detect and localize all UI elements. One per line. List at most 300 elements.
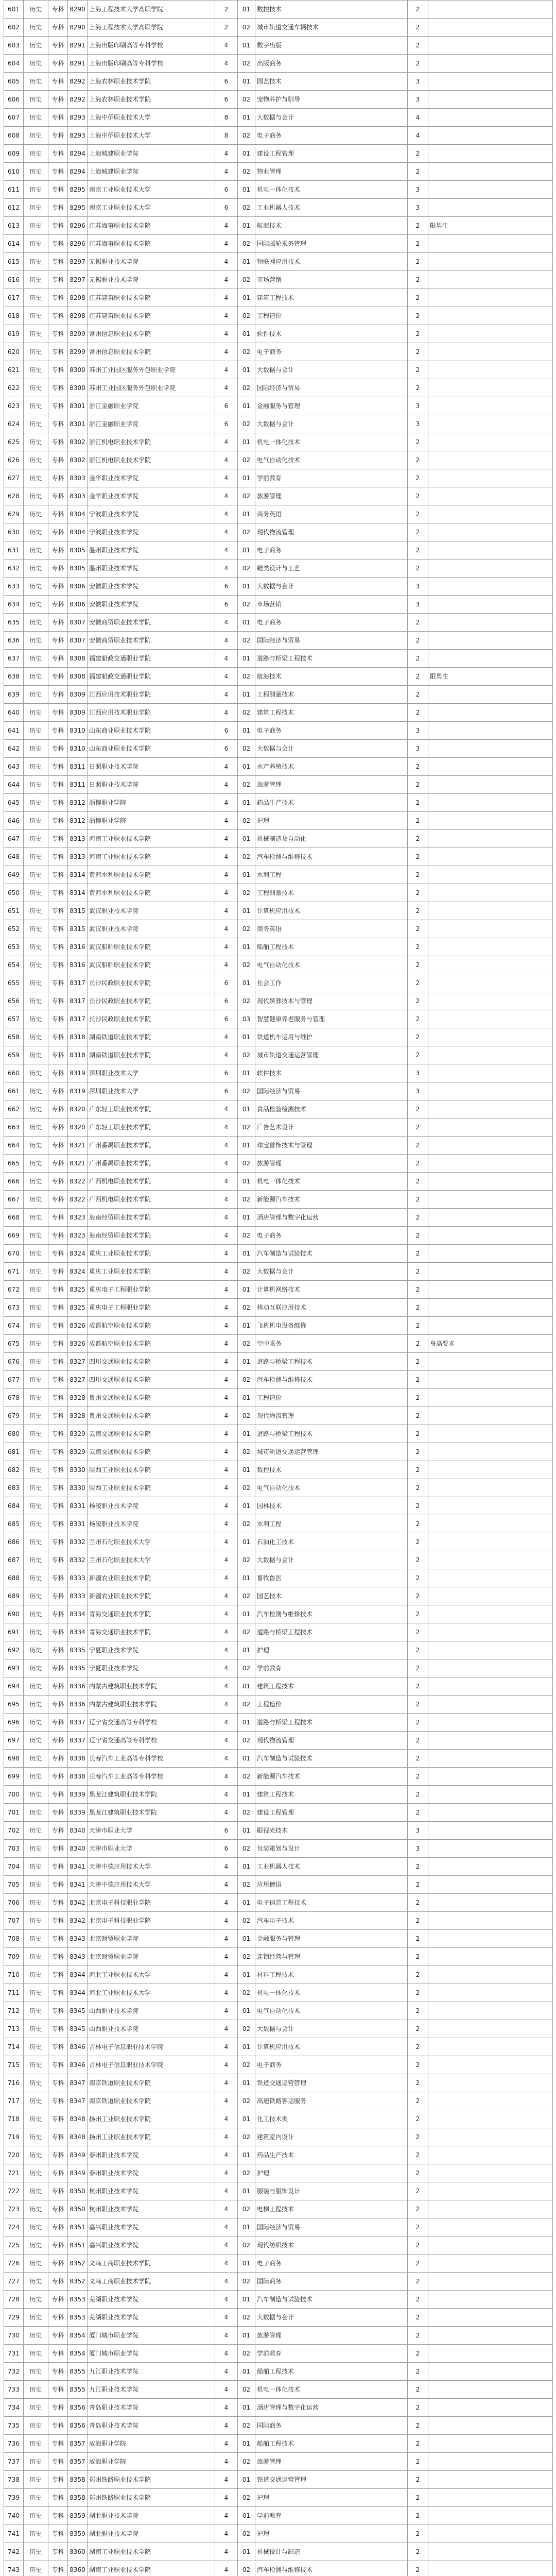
cell-school-code: 8294: [68, 163, 88, 181]
cell-major-plan: 2: [408, 686, 428, 704]
cell-major-name: 空中乘务: [255, 1335, 408, 1353]
cell-school-code: 8292: [68, 91, 88, 109]
cell-school-name: 北京电子科技职业学院: [88, 1912, 215, 1930]
cell-major-code: 02: [238, 1227, 255, 1245]
cell-major-code: 02: [238, 487, 255, 505]
cell-major-plan: 2: [408, 1876, 428, 1894]
cell-school-name: 广西机电职业技术学院: [88, 1191, 215, 1209]
cell-major-name: 汽车检测与维修技术: [255, 848, 408, 866]
cell-school-name: 日照职业技术学院: [88, 758, 215, 776]
cell-school-name: 上海中侨职业技术大学: [88, 109, 215, 127]
cell-school-name: 南京工业职业技术大学: [88, 181, 215, 199]
cell-remark: [428, 1714, 553, 1732]
cell-school-plan: 4: [215, 2453, 238, 2471]
cell-school-name: 宁夏职业技术学院: [88, 1659, 215, 1677]
cell-level: 专科: [48, 1696, 68, 1714]
cell-remark: [428, 848, 553, 866]
cell-school-name: 江西应用技术职业学院: [88, 686, 215, 704]
cell-major-name: 商务英语: [255, 505, 408, 523]
table-row: [4, 1191, 553, 1209]
cell-school-code: 8323: [68, 1209, 88, 1227]
cell-level: 专科: [48, 1515, 68, 1533]
cell-school-plan: 4: [215, 1659, 238, 1677]
cell-subject-type: 历史: [24, 1010, 48, 1028]
cell-school-code: 8317: [68, 992, 88, 1010]
cell-index: 666: [4, 1173, 24, 1191]
cell-school-code: 8360: [68, 2561, 88, 2576]
cell-subject-type: 历史: [24, 2002, 48, 2020]
cell-remark: [428, 1569, 553, 1587]
cell-index: 727: [4, 2273, 24, 2291]
cell-level: 专科: [48, 2110, 68, 2128]
table-row: [4, 1822, 553, 1840]
cell-school-code: 8319: [68, 1082, 88, 1100]
cell-school-plan: 4: [215, 2435, 238, 2453]
cell-major-plan: 3: [408, 1082, 428, 1100]
cell-remark: [428, 1696, 553, 1714]
cell-major-plan: 2: [408, 379, 428, 397]
cell-major-code: 01: [238, 2507, 255, 2525]
cell-index: 701: [4, 1804, 24, 1822]
cell-major-code: 01: [238, 289, 255, 307]
cell-remark: [428, 1858, 553, 1876]
cell-index: 648: [4, 848, 24, 866]
cell-school-code: 8322: [68, 1191, 88, 1209]
cell-index: 702: [4, 1822, 24, 1840]
cell-index: 714: [4, 2038, 24, 2056]
cell-school-name: 上海出版印刷高等专科学校: [88, 55, 215, 73]
cell-school-code: 8347: [68, 2074, 88, 2092]
cell-index: 734: [4, 2399, 24, 2417]
cell-major-plan: 2: [408, 812, 428, 830]
cell-major-plan: 2: [408, 1461, 428, 1479]
cell-major-plan: 2: [408, 2038, 428, 2056]
cell-major-name: 数字出版: [255, 37, 408, 55]
cell-major-code: 02: [238, 415, 255, 433]
table-row: [4, 956, 553, 974]
cell-level: 专科: [48, 1732, 68, 1750]
cell-subject-type: 历史: [24, 361, 48, 379]
cell-major-plan: 2: [408, 2471, 428, 2489]
cell-subject-type: 历史: [24, 1930, 48, 1948]
cell-school-code: 8328: [68, 1389, 88, 1407]
table-row: [4, 1155, 553, 1173]
cell-subject-type: 历史: [24, 614, 48, 632]
cell-major-plan: 2: [408, 1605, 428, 1623]
cell-subject-type: 历史: [24, 1768, 48, 1786]
cell-major-plan: 2: [408, 1353, 428, 1371]
cell-remark: [428, 1840, 553, 1858]
cell-school-name: 四川交通职业技术学院: [88, 1353, 215, 1371]
cell-level: 专科: [48, 1064, 68, 1082]
cell-school-name: 兰州石化职业技术大学: [88, 1533, 215, 1551]
cell-index: 674: [4, 1317, 24, 1335]
cell-index: 614: [4, 235, 24, 253]
cell-index: 644: [4, 776, 24, 794]
cell-school-name: 北京财贸职业学院: [88, 1948, 215, 1966]
cell-major-plan: 2: [408, 1118, 428, 1137]
cell-school-name: 湖南工业职业技术学院: [88, 2543, 215, 2561]
table-row: [4, 1551, 553, 1569]
cell-level: 专科: [48, 1840, 68, 1858]
cell-school-name: 黑龙江建筑职业技术学院: [88, 1804, 215, 1822]
cell-subject-type: 历史: [24, 487, 48, 505]
cell-remark: [428, 469, 553, 487]
cell-major-plan: 2: [408, 1677, 428, 1696]
cell-major-name: 包装策划与设计: [255, 1840, 408, 1858]
cell-level: 专科: [48, 289, 68, 307]
table-row: [4, 235, 553, 253]
cell-school-name: 杭州职业技术学院: [88, 2182, 215, 2200]
cell-remark: [428, 1371, 553, 1389]
cell-remark: [428, 145, 553, 163]
cell-school-code: 8360: [68, 2543, 88, 2561]
cell-major-code: 02: [238, 55, 255, 73]
cell-subject-type: 历史: [24, 2110, 48, 2128]
cell-major-plan: 2: [408, 1641, 428, 1659]
cell-major-plan: 2: [408, 235, 428, 253]
cell-index: 652: [4, 920, 24, 938]
cell-major-name: 工程测量技术: [255, 686, 408, 704]
cell-school-name: 海南经贸职业技术学院: [88, 1209, 215, 1227]
cell-remark: [428, 2435, 553, 2453]
cell-index: 604: [4, 55, 24, 73]
cell-major-name: 国际商务: [255, 2273, 408, 2291]
cell-school-code: 8290: [68, 1, 88, 19]
cell-major-name: 电气自动化技术: [255, 451, 408, 469]
cell-major-plan: 2: [408, 343, 428, 361]
cell-major-name: 酒店管理与数字化运营: [255, 1209, 408, 1227]
table-row: [4, 451, 553, 469]
cell-school-name: 河北工业职业技术大学: [88, 1966, 215, 1984]
cell-major-name: 城市轨道交通车辆技术: [255, 19, 408, 37]
cell-major-plan: 2: [408, 830, 428, 848]
cell-school-name: 河南工业职业技术学院: [88, 848, 215, 866]
cell-school-plan: 4: [215, 1732, 238, 1750]
cell-major-name: 电子商务: [255, 343, 408, 361]
cell-school-code: 8357: [68, 2435, 88, 2453]
cell-school-code: 8295: [68, 181, 88, 199]
cell-school-name: 湖南铁道职业技术学院: [88, 1046, 215, 1064]
cell-school-code: 8330: [68, 1461, 88, 1479]
cell-major-plan: 2: [408, 2399, 428, 2417]
cell-level: 专科: [48, 794, 68, 812]
cell-major-name: 社会工作: [255, 974, 408, 992]
cell-school-name: 黄河水利职业技术学院: [88, 884, 215, 902]
cell-index: 680: [4, 1425, 24, 1443]
cell-major-code: 02: [238, 1046, 255, 1064]
cell-index: 711: [4, 1984, 24, 2002]
cell-remark: [428, 361, 553, 379]
cell-level: 专科: [48, 1443, 68, 1461]
cell-school-plan: 4: [215, 1317, 238, 1335]
cell-remark: [428, 2291, 553, 2309]
cell-major-plan: 3: [408, 596, 428, 614]
cell-school-plan: 4: [215, 1930, 238, 1948]
cell-remark: [428, 505, 553, 523]
cell-major-name: 广告艺术设计: [255, 1118, 408, 1137]
cell-school-plan: 6: [215, 578, 238, 596]
table-row: [4, 2309, 553, 2327]
table-row: [4, 2507, 553, 2525]
table-row: [4, 2092, 553, 2110]
cell-major-plan: 2: [408, 2417, 428, 2435]
cell-major-plan: 2: [408, 1028, 428, 1046]
cell-major-plan: 3: [408, 722, 428, 740]
cell-subject-type: 历史: [24, 1335, 48, 1353]
cell-level: 专科: [48, 2002, 68, 2020]
cell-subject-type: 历史: [24, 884, 48, 902]
table-row: [4, 596, 553, 614]
cell-major-name: 连锁经营与管理: [255, 1948, 408, 1966]
cell-level: 专科: [48, 2273, 68, 2291]
cell-school-code: 8308: [68, 650, 88, 668]
cell-level: 专科: [48, 614, 68, 632]
cell-level: 专科: [48, 560, 68, 578]
cell-level: 专科: [48, 776, 68, 794]
cell-school-plan: 4: [215, 1750, 238, 1768]
cell-index: 708: [4, 1930, 24, 1948]
cell-major-plan: 2: [408, 956, 428, 974]
cell-index: 683: [4, 1479, 24, 1497]
cell-major-name: 工业机器人技术: [255, 1858, 408, 1876]
cell-school-name: 天津中德应用技术大学: [88, 1858, 215, 1876]
cell-major-code: 01: [238, 1209, 255, 1227]
cell-school-code: 8299: [68, 343, 88, 361]
cell-school-plan: 4: [215, 2038, 238, 2056]
cell-remark: 身高要求: [428, 1335, 553, 1353]
cell-remark: [428, 2273, 553, 2291]
table-row: [4, 2038, 553, 2056]
cell-index: 735: [4, 2417, 24, 2435]
cell-school-plan: 4: [215, 2074, 238, 2092]
cell-school-code: 8340: [68, 1840, 88, 1858]
cell-school-plan: 6: [215, 1840, 238, 1858]
cell-major-name: 出版商务: [255, 55, 408, 73]
cell-index: 629: [4, 505, 24, 523]
cell-major-plan: 4: [408, 127, 428, 145]
table-row: [4, 271, 553, 289]
cell-school-name: 郑州铁路职业技术学院: [88, 2471, 215, 2489]
cell-remark: [428, 1173, 553, 1191]
cell-school-name: 湖北职业技术学院: [88, 2525, 215, 2543]
cell-major-plan: 2: [408, 2543, 428, 2561]
cell-index: 633: [4, 578, 24, 596]
cell-remark: [428, 1804, 553, 1822]
cell-major-code: 01: [238, 1028, 255, 1046]
cell-remark: [428, 1317, 553, 1335]
cell-remark: [428, 1479, 553, 1497]
cell-index: 668: [4, 1209, 24, 1227]
cell-major-plan: 2: [408, 1732, 428, 1750]
cell-subject-type: 历史: [24, 1840, 48, 1858]
cell-index: 720: [4, 2146, 24, 2164]
cell-major-plan: 2: [408, 650, 428, 668]
table-row: [4, 1912, 553, 1930]
cell-level: 专科: [48, 2453, 68, 2471]
cell-school-code: 8346: [68, 2056, 88, 2074]
cell-level: 专科: [48, 812, 68, 830]
cell-major-code: 01: [238, 1389, 255, 1407]
cell-subject-type: 历史: [24, 397, 48, 415]
cell-major-name: 软件技术: [255, 1064, 408, 1082]
cell-school-name: 金华职业技术学院: [88, 469, 215, 487]
cell-remark: [428, 632, 553, 650]
table-row: [4, 1876, 553, 1894]
table-row: [4, 1010, 553, 1028]
cell-major-code: 01: [238, 1461, 255, 1479]
cell-school-code: 8355: [68, 2363, 88, 2381]
cell-school-plan: 4: [215, 2381, 238, 2399]
cell-major-code: 01: [238, 1750, 255, 1768]
cell-major-name: 电子商务: [255, 2056, 408, 2074]
cell-school-plan: 4: [215, 1894, 238, 1912]
cell-level: 专科: [48, 1822, 68, 1840]
cell-major-code: 02: [238, 1768, 255, 1786]
cell-level: 专科: [48, 253, 68, 271]
table-row: [4, 487, 553, 505]
cell-school-plan: 4: [215, 2182, 238, 2200]
cell-level: 专科: [48, 1786, 68, 1804]
cell-school-plan: 4: [215, 433, 238, 451]
cell-level: 专科: [48, 1804, 68, 1822]
cell-school-plan: 4: [215, 1551, 238, 1569]
cell-subject-type: 历史: [24, 992, 48, 1010]
cell-index: 618: [4, 307, 24, 325]
cell-school-code: 8333: [68, 1569, 88, 1587]
cell-index: 725: [4, 2236, 24, 2255]
cell-level: 专科: [48, 1497, 68, 1515]
cell-school-plan: 4: [215, 686, 238, 704]
cell-major-name: 现代物流管理: [255, 1732, 408, 1750]
cell-major-name: 汽车电子技术: [255, 1912, 408, 1930]
cell-major-code: 02: [238, 1696, 255, 1714]
cell-remark: [428, 2200, 553, 2218]
cell-subject-type: 历史: [24, 560, 48, 578]
table-row: [4, 307, 553, 325]
table-row: [4, 1768, 553, 1786]
cell-major-name: 汽车制造与试验技术: [255, 2291, 408, 2309]
table-row: [4, 1714, 553, 1732]
cell-remark: [428, 1245, 553, 1263]
cell-remark: [428, 1948, 553, 1966]
cell-index: 686: [4, 1533, 24, 1551]
cell-subject-type: 历史: [24, 2417, 48, 2435]
table-row: [4, 181, 553, 199]
cell-school-code: 8337: [68, 1714, 88, 1732]
cell-major-code: 01: [238, 2543, 255, 2561]
cell-remark: [428, 1227, 553, 1245]
cell-school-code: 8324: [68, 1263, 88, 1281]
cell-major-code: 02: [238, 1551, 255, 1569]
cell-index: 685: [4, 1515, 24, 1533]
cell-major-name: 机电一体化技术: [255, 1173, 408, 1191]
cell-school-plan: 4: [215, 2309, 238, 2327]
cell-index: 710: [4, 1966, 24, 1984]
cell-remark: [428, 596, 553, 614]
cell-major-plan: 3: [408, 1064, 428, 1082]
cell-school-plan: 6: [215, 397, 238, 415]
cell-subject-type: 历史: [24, 668, 48, 686]
cell-school-name: 芜湖职业技术学院: [88, 2291, 215, 2309]
cell-major-code: 02: [238, 2273, 255, 2291]
cell-school-plan: 4: [215, 2327, 238, 2345]
cell-school-code: 8336: [68, 1696, 88, 1714]
cell-school-code: 8301: [68, 397, 88, 415]
cell-school-plan: 6: [215, 1082, 238, 1100]
cell-school-code: 8299: [68, 325, 88, 343]
cell-major-plan: 2: [408, 2164, 428, 2182]
cell-major-code: 01: [238, 1353, 255, 1371]
cell-index: 627: [4, 469, 24, 487]
cell-remark: [428, 1497, 553, 1515]
cell-level: 专科: [48, 974, 68, 992]
cell-major-plan: 3: [408, 199, 428, 217]
cell-major-plan: 2: [408, 1191, 428, 1209]
cell-school-plan: 4: [215, 2561, 238, 2576]
cell-major-name: 建筑工程技术: [255, 1677, 408, 1696]
cell-school-name: 重庆工业职业技术学院: [88, 1245, 215, 1263]
cell-major-code: 02: [238, 1659, 255, 1677]
cell-remark: [428, 181, 553, 199]
cell-school-code: 8325: [68, 1281, 88, 1299]
cell-school-name: 长春汽车工业高等专科学校: [88, 1750, 215, 1768]
cell-subject-type: 历史: [24, 1822, 48, 1840]
cell-level: 专科: [48, 1569, 68, 1587]
cell-subject-type: 历史: [24, 902, 48, 920]
cell-school-plan: 6: [215, 199, 238, 217]
cell-subject-type: 历史: [24, 1064, 48, 1082]
cell-major-name: 建筑室内设计: [255, 2128, 408, 2146]
cell-major-code: 01: [238, 2074, 255, 2092]
cell-major-code: 02: [238, 1479, 255, 1497]
cell-school-code: 8359: [68, 2507, 88, 2525]
cell-level: 专科: [48, 2399, 68, 2417]
cell-major-code: 02: [238, 740, 255, 758]
cell-index: 716: [4, 2074, 24, 2092]
cell-major-plan: 2: [408, 1966, 428, 1984]
table-row: [4, 1966, 553, 1984]
cell-major-code: 02: [238, 2020, 255, 2038]
cell-level: 专科: [48, 2038, 68, 2056]
cell-subject-type: 历史: [24, 2038, 48, 2056]
cell-major-code: 01: [238, 541, 255, 560]
cell-remark: [428, 2128, 553, 2146]
cell-level: 专科: [48, 578, 68, 596]
cell-remark: [428, 487, 553, 505]
table-row: [4, 1317, 553, 1335]
cell-index: 675: [4, 1335, 24, 1353]
cell-remark: [428, 2471, 553, 2489]
cell-school-plan: 4: [215, 1984, 238, 2002]
cell-index: 662: [4, 1100, 24, 1118]
cell-school-plan: 4: [215, 1335, 238, 1353]
cell-subject-type: 历史: [24, 1317, 48, 1335]
cell-school-code: 8297: [68, 253, 88, 271]
cell-major-code: 02: [238, 2200, 255, 2218]
cell-school-name: 武汉船舶职业技术学院: [88, 956, 215, 974]
table-row: [4, 433, 553, 451]
cell-major-plan: 2: [408, 1858, 428, 1876]
cell-subject-type: 历史: [24, 289, 48, 307]
cell-school-plan: 4: [215, 2020, 238, 2038]
cell-school-name: 杭州职业技术学院: [88, 2200, 215, 2218]
cell-subject-type: 历史: [24, 776, 48, 794]
cell-school-code: 8341: [68, 1858, 88, 1876]
cell-major-name: 机电一体化技术: [255, 181, 408, 199]
cell-school-plan: 4: [215, 1714, 238, 1732]
cell-level: 专科: [48, 397, 68, 415]
